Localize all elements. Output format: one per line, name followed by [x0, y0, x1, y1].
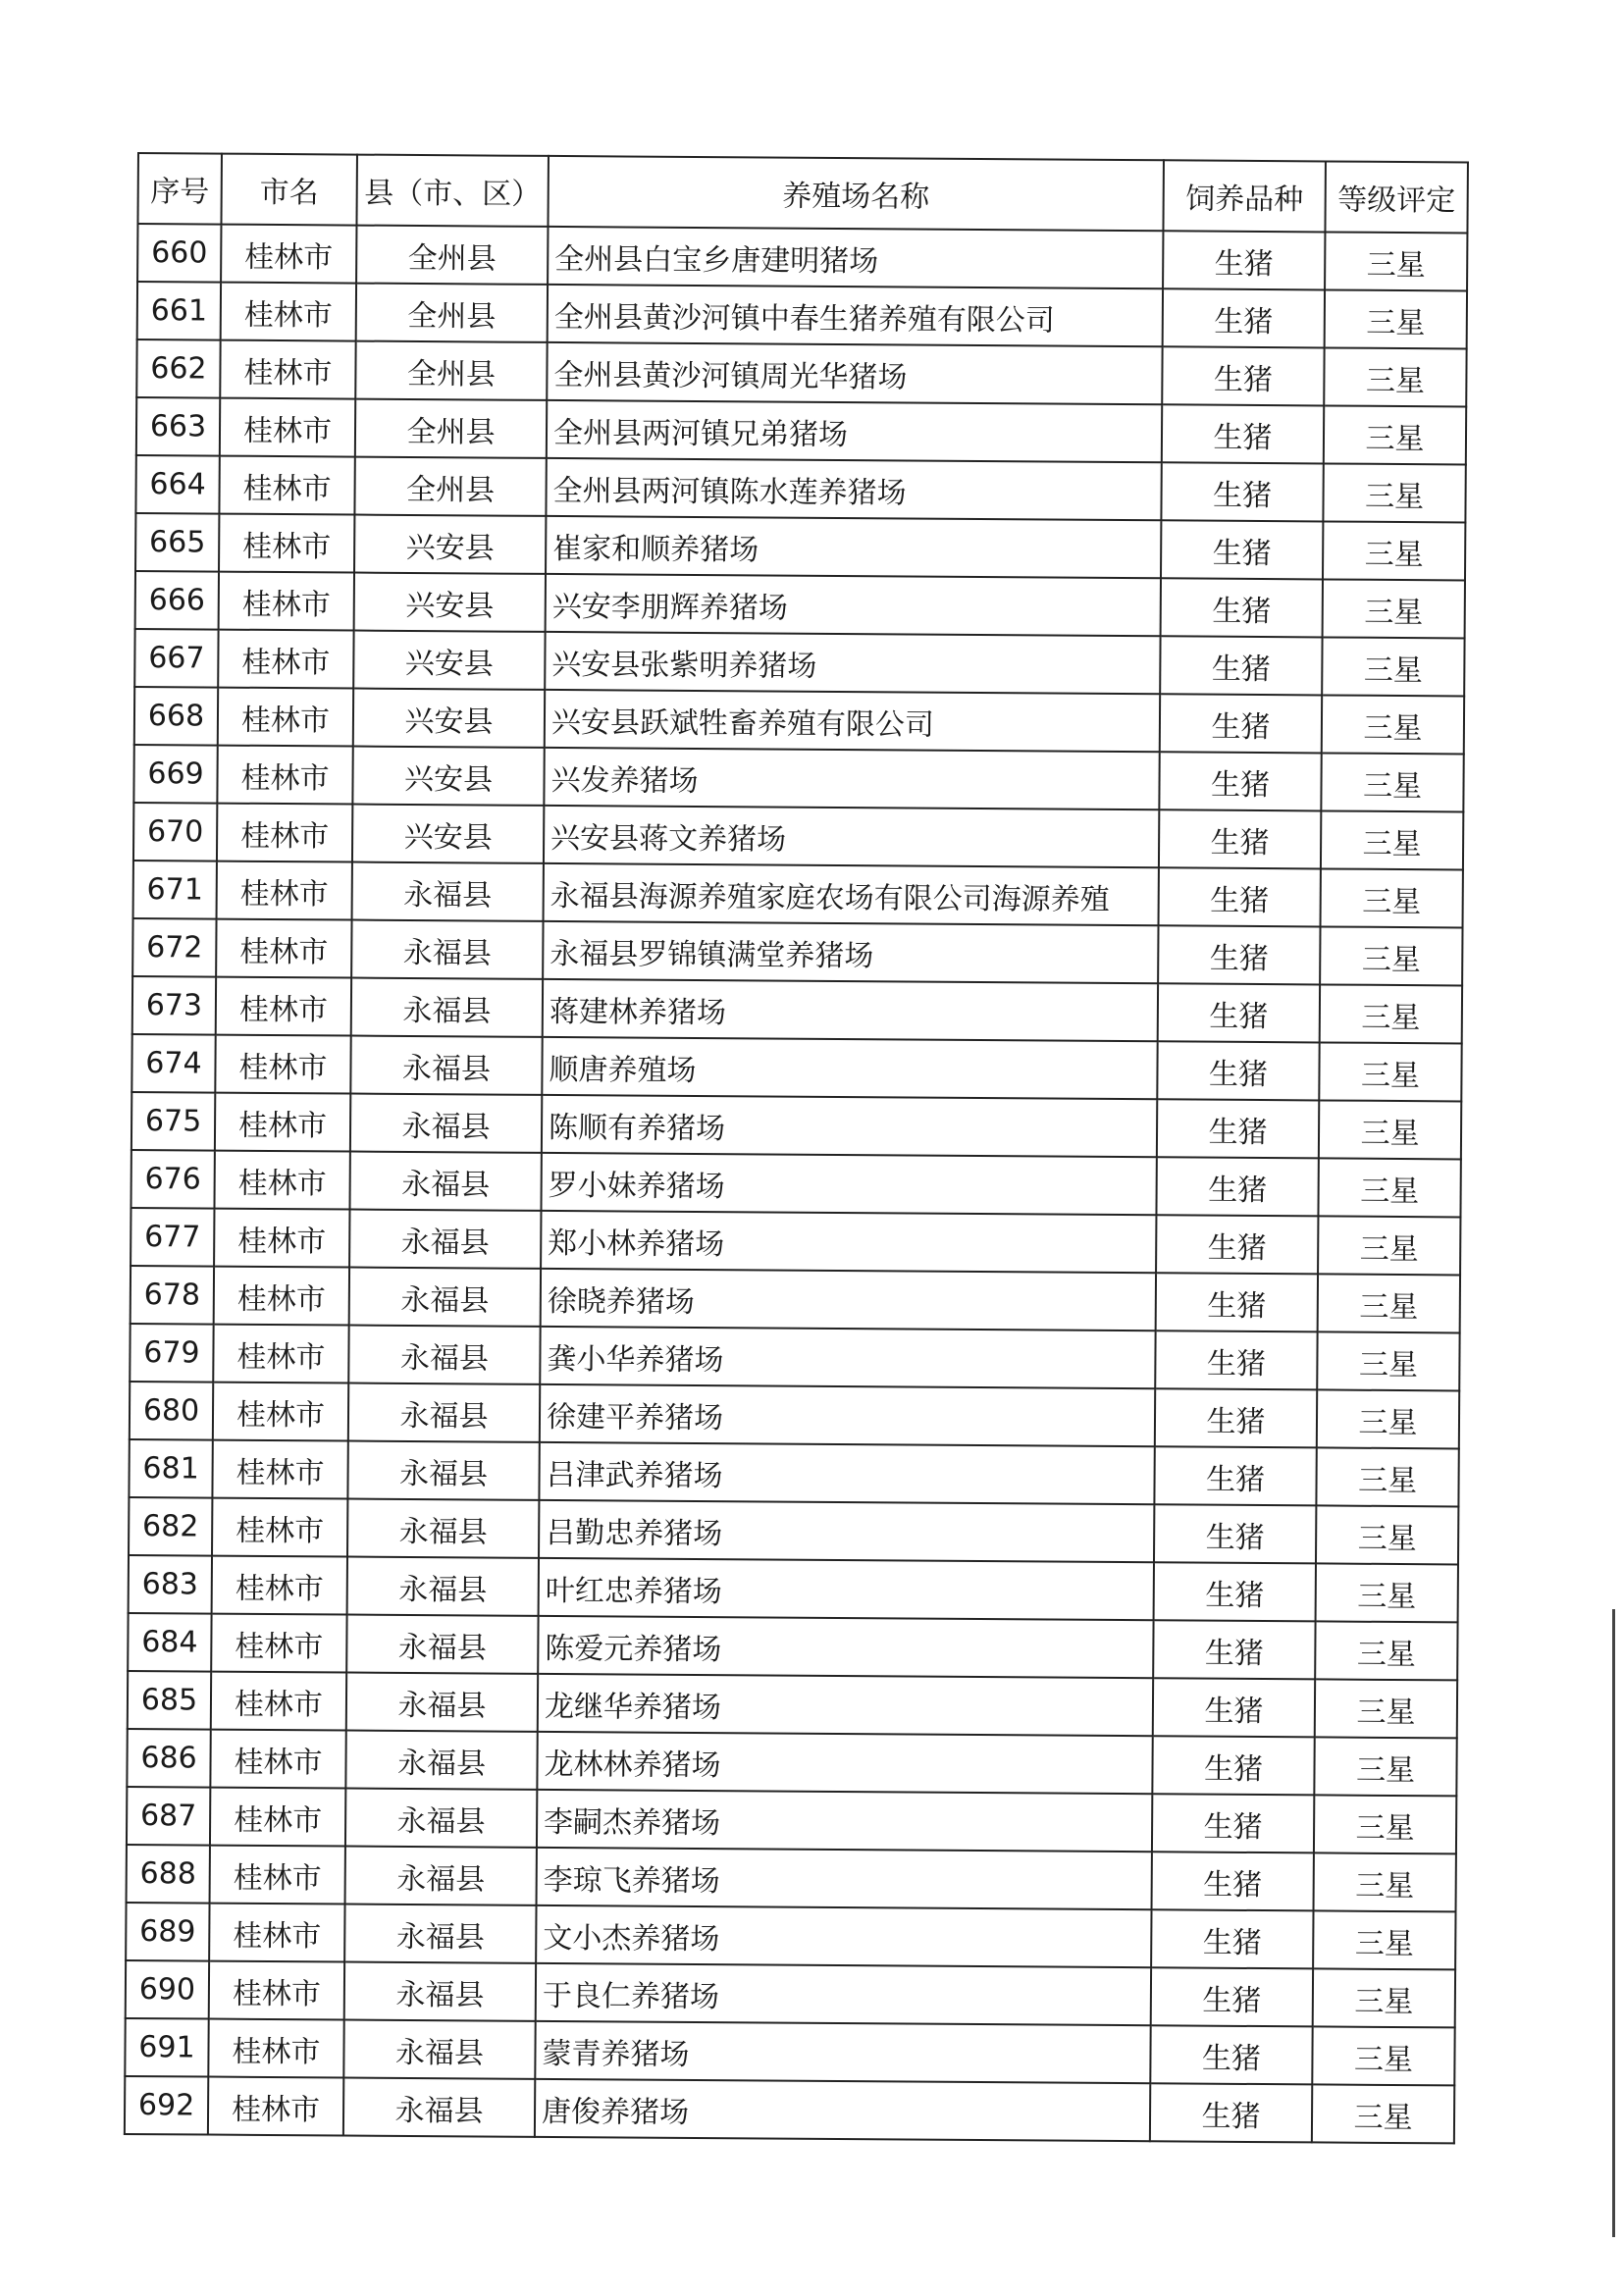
cell-farm-name: 陈爱元养猪场	[538, 1616, 1153, 1678]
cell-farm-name: 兴安县张紫明养猪场	[545, 632, 1160, 694]
cell-num: 683	[129, 1555, 212, 1614]
cell-species: 生猪	[1150, 2025, 1312, 2084]
table-row	[126, 1960, 1455, 2027]
cell-county: 全州县	[355, 341, 547, 400]
cell-farm-name: 叶红忠养猪场	[539, 1558, 1154, 1620]
header-city: 市名	[221, 154, 356, 226]
cell-city: 桂林市	[217, 861, 352, 920]
table-row	[133, 745, 1463, 811]
cell-species: 生猪	[1158, 925, 1320, 984]
cell-species: 生猪	[1161, 578, 1323, 637]
table-row	[134, 629, 1464, 696]
cell-city: 桂林市	[221, 283, 356, 341]
cell-county: 永福县	[345, 1731, 537, 1790]
cell-city: 桂林市	[216, 977, 351, 1036]
cell-grade: 三星	[1319, 1042, 1461, 1101]
cell-num: 671	[133, 861, 217, 919]
cell-grade: 三星	[1313, 1910, 1455, 1969]
cell-num: 691	[125, 2018, 208, 2077]
cell-grade: 三星	[1317, 1331, 1459, 1390]
cell-farm-name: 于良仁养猪场	[536, 1963, 1151, 2025]
cell-farm-name: 龙林林养猪场	[537, 1732, 1152, 1794]
cell-num: 678	[131, 1266, 214, 1325]
cell-grade: 三星	[1316, 1563, 1458, 1622]
cell-county: 全州县	[356, 284, 548, 342]
cell-city: 桂林市	[209, 1904, 344, 1962]
cell-city: 桂林市	[212, 1440, 347, 1499]
cell-county: 永福县	[349, 1210, 541, 1269]
cell-species: 生猪	[1157, 1099, 1319, 1158]
cell-grade: 三星	[1314, 1737, 1456, 1796]
header-county: 县（市、区）	[356, 155, 548, 227]
cell-city: 桂林市	[219, 456, 354, 515]
cell-species: 生猪	[1161, 520, 1323, 579]
table-row	[129, 1555, 1458, 1622]
cell-city: 桂林市	[215, 1035, 350, 1094]
cell-species: 生猪	[1157, 1041, 1319, 1100]
cell-grade: 三星	[1319, 1100, 1461, 1159]
table-row	[132, 976, 1462, 1043]
header-farm-name: 养殖场名称	[548, 156, 1163, 231]
cell-species: 生猪	[1163, 288, 1325, 347]
cell-county: 兴安县	[354, 515, 546, 574]
table-row	[131, 1034, 1461, 1101]
cell-farm-name: 文小杰养猪场	[536, 1905, 1151, 1967]
cell-species: 生猪	[1156, 1215, 1318, 1274]
cell-county: 兴安县	[353, 689, 545, 748]
cell-city: 桂林市	[215, 1093, 350, 1152]
cell-num: 679	[130, 1324, 213, 1383]
cell-county: 永福县	[347, 1557, 539, 1616]
cell-county: 永福县	[348, 1326, 540, 1384]
cell-county: 永福县	[346, 1673, 538, 1732]
cell-county: 永福县	[348, 1383, 540, 1442]
table-row	[126, 1903, 1455, 1969]
cell-city: 桂林市	[210, 1846, 345, 1905]
cell-city: 桂林市	[214, 1267, 349, 1326]
cell-species: 生猪	[1160, 636, 1322, 695]
cell-county: 永福县	[352, 862, 544, 921]
cell-species: 生猪	[1158, 983, 1320, 1042]
cell-grade: 三星	[1316, 1505, 1458, 1564]
cell-farm-name: 徐晓养猪场	[541, 1269, 1156, 1331]
cell-farm-name: 全州县两河镇兄弟猪场	[547, 400, 1162, 462]
cell-grade: 三星	[1312, 2026, 1454, 2085]
cell-grade: 三星	[1316, 1447, 1458, 1506]
table-row	[129, 1497, 1458, 1564]
cell-county: 永福县	[343, 2020, 535, 2079]
cell-num: 674	[131, 1034, 215, 1093]
table-row	[129, 1439, 1458, 1506]
cell-species: 生猪	[1152, 1852, 1314, 1910]
cell-grade: 三星	[1318, 1158, 1460, 1217]
cell-city: 桂林市	[212, 1498, 347, 1557]
header-num: 序号	[137, 153, 222, 225]
cell-county: 兴安县	[352, 805, 544, 863]
cell-num: 660	[137, 224, 221, 283]
cell-city: 桂林市	[211, 1614, 346, 1673]
cell-species: 生猪	[1159, 809, 1321, 868]
cell-farm-name: 罗小妹养猪场	[541, 1153, 1156, 1215]
cell-grade: 三星	[1322, 695, 1464, 754]
cell-num: 668	[134, 687, 218, 746]
cell-city: 桂林市	[220, 398, 355, 457]
cell-city: 桂林市	[214, 1209, 349, 1268]
cell-species: 生猪	[1162, 404, 1324, 463]
table-header-row	[137, 153, 1467, 233]
cell-farm-name: 全州县白宝乡唐建明猪场	[548, 227, 1163, 288]
cell-species: 生猪	[1156, 1157, 1318, 1216]
cell-grade: 三星	[1324, 347, 1466, 406]
cell-num: 661	[137, 282, 221, 340]
cell-county: 永福县	[349, 1152, 541, 1211]
cell-species: 生猪	[1154, 1504, 1316, 1563]
cell-grade: 三星	[1321, 868, 1463, 927]
cell-county: 永福县	[349, 1268, 541, 1327]
cell-grade: 三星	[1325, 289, 1467, 348]
table-row	[131, 1208, 1460, 1275]
cell-num: 682	[129, 1497, 212, 1556]
cell-species: 生猪	[1155, 1388, 1317, 1447]
cell-num: 665	[135, 513, 219, 572]
cell-species: 生猪	[1162, 346, 1324, 405]
cell-city: 桂林市	[221, 225, 356, 284]
cell-city: 桂林市	[217, 804, 352, 862]
table-row	[130, 1382, 1459, 1448]
cell-county: 兴安县	[352, 747, 544, 806]
cell-county: 永福县	[344, 1962, 536, 2021]
cell-grade: 三星	[1314, 1795, 1456, 1853]
cell-num: 669	[133, 745, 217, 804]
cell-county: 全州县	[355, 399, 547, 458]
cell-grade: 三星	[1317, 1389, 1459, 1448]
cell-farm-name: 兴安县蒋文养猪场	[544, 806, 1159, 867]
cell-city: 桂林市	[216, 919, 351, 978]
table-row	[137, 282, 1467, 348]
cell-county: 永福县	[346, 1615, 538, 1674]
cell-grade: 三星	[1324, 405, 1466, 464]
cell-city: 桂林市	[210, 1788, 345, 1847]
table-row	[135, 571, 1465, 638]
cell-farm-name: 兴安县跃斌牲畜养殖有限公司	[545, 690, 1160, 752]
cell-grade: 三星	[1325, 232, 1467, 290]
cell-num: 672	[132, 918, 216, 977]
cell-farm-name: 蒙青养猪场	[535, 2021, 1150, 2083]
cell-farm-name: 崔家和顺养猪场	[546, 516, 1161, 578]
cell-county: 永福县	[343, 2078, 535, 2137]
cell-grade: 三星	[1320, 926, 1462, 985]
cell-species: 生猪	[1153, 1620, 1315, 1679]
cell-farm-name: 吕勤忠养猪场	[539, 1500, 1154, 1562]
table-row	[131, 1092, 1461, 1159]
cell-num: 688	[127, 1845, 210, 1904]
table-row	[131, 1266, 1460, 1332]
cell-species: 生猪	[1152, 1736, 1314, 1795]
cell-grade: 三星	[1323, 579, 1465, 638]
cell-num: 680	[130, 1382, 213, 1440]
cell-num: 692	[125, 2076, 208, 2135]
table-row	[133, 803, 1463, 869]
cell-grade: 三星	[1318, 1274, 1460, 1332]
cell-farm-name: 全州县两河镇陈水莲养猪场	[546, 458, 1161, 520]
cell-grade: 三星	[1314, 1852, 1456, 1911]
cell-species: 生猪	[1154, 1562, 1316, 1621]
table-row	[125, 2076, 1454, 2143]
cell-grade: 三星	[1312, 2084, 1454, 2143]
cell-city: 桂林市	[217, 746, 352, 805]
table-row	[135, 513, 1465, 580]
cell-species: 生猪	[1154, 1446, 1316, 1505]
cell-species: 生猪	[1152, 1794, 1314, 1852]
farm-rating-table	[124, 152, 1469, 2144]
table-row	[135, 455, 1465, 522]
table-row	[132, 918, 1462, 985]
cell-num: 675	[131, 1092, 215, 1151]
cell-city: 桂林市	[208, 2019, 343, 2078]
cell-grade: 三星	[1323, 463, 1465, 522]
cell-farm-name: 陈顺有养猪场	[542, 1095, 1157, 1157]
header-grade: 等级评定	[1325, 161, 1467, 233]
cell-grade: 三星	[1321, 753, 1463, 811]
cell-grade: 三星	[1321, 810, 1463, 869]
table-row	[130, 1324, 1459, 1390]
cell-grade: 三星	[1320, 984, 1462, 1043]
table-row	[127, 1845, 1456, 1911]
cell-county: 永福县	[350, 1036, 542, 1095]
cell-farm-name: 蒋建林养猪场	[543, 979, 1158, 1041]
cell-num: 687	[127, 1787, 210, 1846]
cell-species: 生猪	[1159, 867, 1321, 926]
cell-city: 桂林市	[210, 1730, 345, 1789]
cell-species: 生猪	[1150, 2083, 1312, 2142]
cell-num: 684	[128, 1613, 211, 1672]
cell-farm-name: 李琼飞养猪场	[537, 1848, 1152, 1909]
cell-num: 681	[129, 1439, 212, 1498]
cell-county: 永福县	[347, 1499, 539, 1558]
table-row	[128, 1613, 1457, 1680]
cell-farm-name: 吕津武养猪场	[539, 1442, 1154, 1504]
cell-farm-name: 永福县罗锦镇满堂养猪场	[543, 921, 1158, 983]
cell-farm-name: 兴安李朋辉养猪场	[546, 574, 1161, 636]
cell-num: 664	[135, 455, 219, 514]
cell-county: 永福县	[351, 920, 543, 979]
cell-county: 永福县	[344, 1905, 536, 1963]
cell-city: 桂林市	[220, 340, 355, 399]
cell-farm-name: 兴发养猪场	[544, 748, 1159, 809]
cell-species: 生猪	[1160, 694, 1322, 753]
cell-species: 生猪	[1156, 1273, 1318, 1331]
cell-grade: 三星	[1313, 1968, 1455, 2027]
table-row	[127, 1729, 1456, 1796]
cell-farm-name: 龚小华养猪场	[540, 1327, 1155, 1388]
cell-species: 生猪	[1151, 1967, 1313, 2026]
cell-city: 桂林市	[213, 1383, 348, 1441]
cell-city: 桂林市	[219, 514, 354, 573]
cell-species: 生猪	[1161, 462, 1323, 521]
cell-num: 662	[136, 339, 220, 398]
cell-farm-name: 全州县黄沙河镇中春生猪养殖有限公司	[548, 285, 1163, 346]
table-row	[131, 1150, 1460, 1217]
cell-species: 生猪	[1155, 1331, 1317, 1389]
cell-num: 670	[133, 803, 217, 861]
cell-num: 673	[132, 976, 216, 1035]
cell-species: 生猪	[1153, 1678, 1315, 1737]
cell-farm-name: 徐建平养猪场	[540, 1384, 1155, 1446]
cell-species: 生猪	[1151, 1909, 1313, 1968]
cell-city: 桂林市	[208, 2077, 343, 2136]
cell-species: 生猪	[1159, 752, 1321, 810]
table-row	[134, 687, 1464, 754]
table-row	[127, 1787, 1456, 1853]
table-row	[128, 1671, 1457, 1738]
cell-grade: 三星	[1315, 1679, 1457, 1738]
cell-num: 685	[128, 1671, 211, 1730]
table-row	[136, 397, 1466, 464]
cell-county: 永福县	[347, 1441, 539, 1500]
cell-city: 桂林市	[219, 572, 354, 631]
cell-city: 桂林市	[218, 688, 353, 747]
cell-grade: 三星	[1318, 1216, 1460, 1275]
cell-num: 667	[134, 629, 218, 688]
cell-farm-name: 全州县黄沙河镇周光华猪场	[547, 342, 1162, 404]
cell-county: 全州县	[356, 226, 548, 285]
cell-county: 兴安县	[354, 573, 546, 632]
cell-farm-name: 永福县海源养殖家庭农场有限公司海源养殖	[544, 863, 1159, 925]
cell-city: 桂林市	[214, 1151, 349, 1210]
cell-num: 666	[135, 571, 219, 630]
cell-grade: 三星	[1315, 1621, 1457, 1680]
header-species: 饲养品种	[1163, 160, 1325, 232]
cell-county: 全州县	[354, 457, 546, 516]
cell-num: 690	[126, 1960, 209, 2019]
cell-farm-name: 郑小林养猪场	[541, 1211, 1156, 1273]
cell-farm-name: 顺唐养殖场	[542, 1037, 1157, 1099]
cell-num: 686	[127, 1729, 210, 1788]
cell-city: 桂林市	[213, 1325, 348, 1383]
cell-grade: 三星	[1322, 637, 1464, 696]
table-row	[125, 2018, 1454, 2085]
cell-county: 永福县	[345, 1847, 537, 1905]
cell-species: 生猪	[1163, 231, 1325, 289]
cell-county: 永福县	[351, 978, 543, 1037]
cell-farm-name: 龙继华养猪场	[538, 1674, 1153, 1736]
table-row	[136, 339, 1466, 406]
cell-grade: 三星	[1323, 521, 1465, 580]
scan-edge-line	[1612, 1609, 1615, 2237]
table-row	[137, 224, 1467, 290]
cell-city: 桂林市	[211, 1672, 346, 1731]
table-row	[133, 861, 1463, 927]
cell-city: 桂林市	[209, 1961, 344, 2020]
cell-num: 677	[131, 1208, 214, 1267]
cell-num: 663	[136, 397, 220, 456]
cell-num: 676	[131, 1150, 214, 1209]
cell-farm-name: 李嗣杰养猪场	[537, 1790, 1152, 1852]
cell-county: 兴安县	[353, 631, 545, 690]
cell-farm-name: 唐俊养猪场	[535, 2079, 1150, 2141]
cell-num: 689	[126, 1903, 209, 1961]
cell-county: 永福县	[345, 1789, 537, 1848]
cell-city: 桂林市	[212, 1556, 347, 1615]
cell-county: 永福县	[350, 1094, 542, 1153]
cell-city: 桂林市	[218, 630, 353, 689]
